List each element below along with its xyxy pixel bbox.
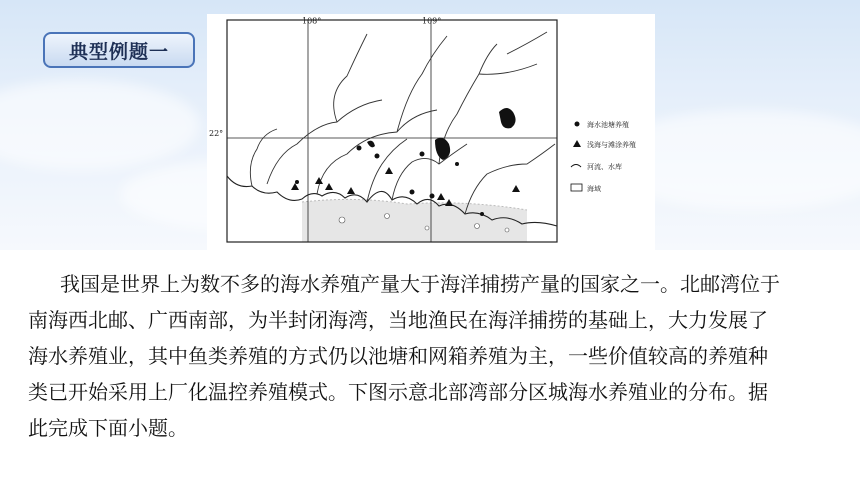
longitude-label-109: 109° [422,16,442,26]
passage-line-4: 类已开始采用上厂化温控养殖模式。下图示意北部湾部分区城海水养殖业的分布。据 [28,380,768,404]
legend-label-pond: 海水池塘养殖 [587,121,629,129]
legend-label-sea: 海域 [587,185,601,193]
longitude-label-108: 108° [302,16,322,26]
legend-label-river: 河流、水库 [587,163,622,171]
reservoirs [367,108,516,160]
passage-line-5: 此完成下面小题。 [28,416,188,440]
triangle-icon [573,140,581,147]
sea-area-box-icon [571,184,582,191]
pond-dot-icon [575,122,580,127]
legend-label-shallow-sea: 浅海与滩涂养殖 [587,141,636,149]
sea-area [302,199,527,242]
passage-line-1: 我国是世界上为数不多的海水养殖产量大于海洋捕捞产量的国家之一。北邮湾位于 [60,272,780,296]
latitude-label-22: 22° [209,129,224,138]
question-passage [28,266,838,446]
example-title-badge: 典型例题一 [43,32,195,68]
passage-line-2: 南海西北邮、广西南部，为半封闭海湾，当地渔民在海洋捕捞的基础上，大力发展了 [28,308,768,332]
beibu-gulf-aquaculture-map [207,14,655,250]
map-legend [571,120,636,193]
map-figure [207,14,655,250]
river-icon [571,165,581,168]
passage-line-3: 海水养殖业，其中鱼类养殖的方式仍以池塘和网箱养殖为主，一些价值较高的养殖种 [28,344,768,368]
